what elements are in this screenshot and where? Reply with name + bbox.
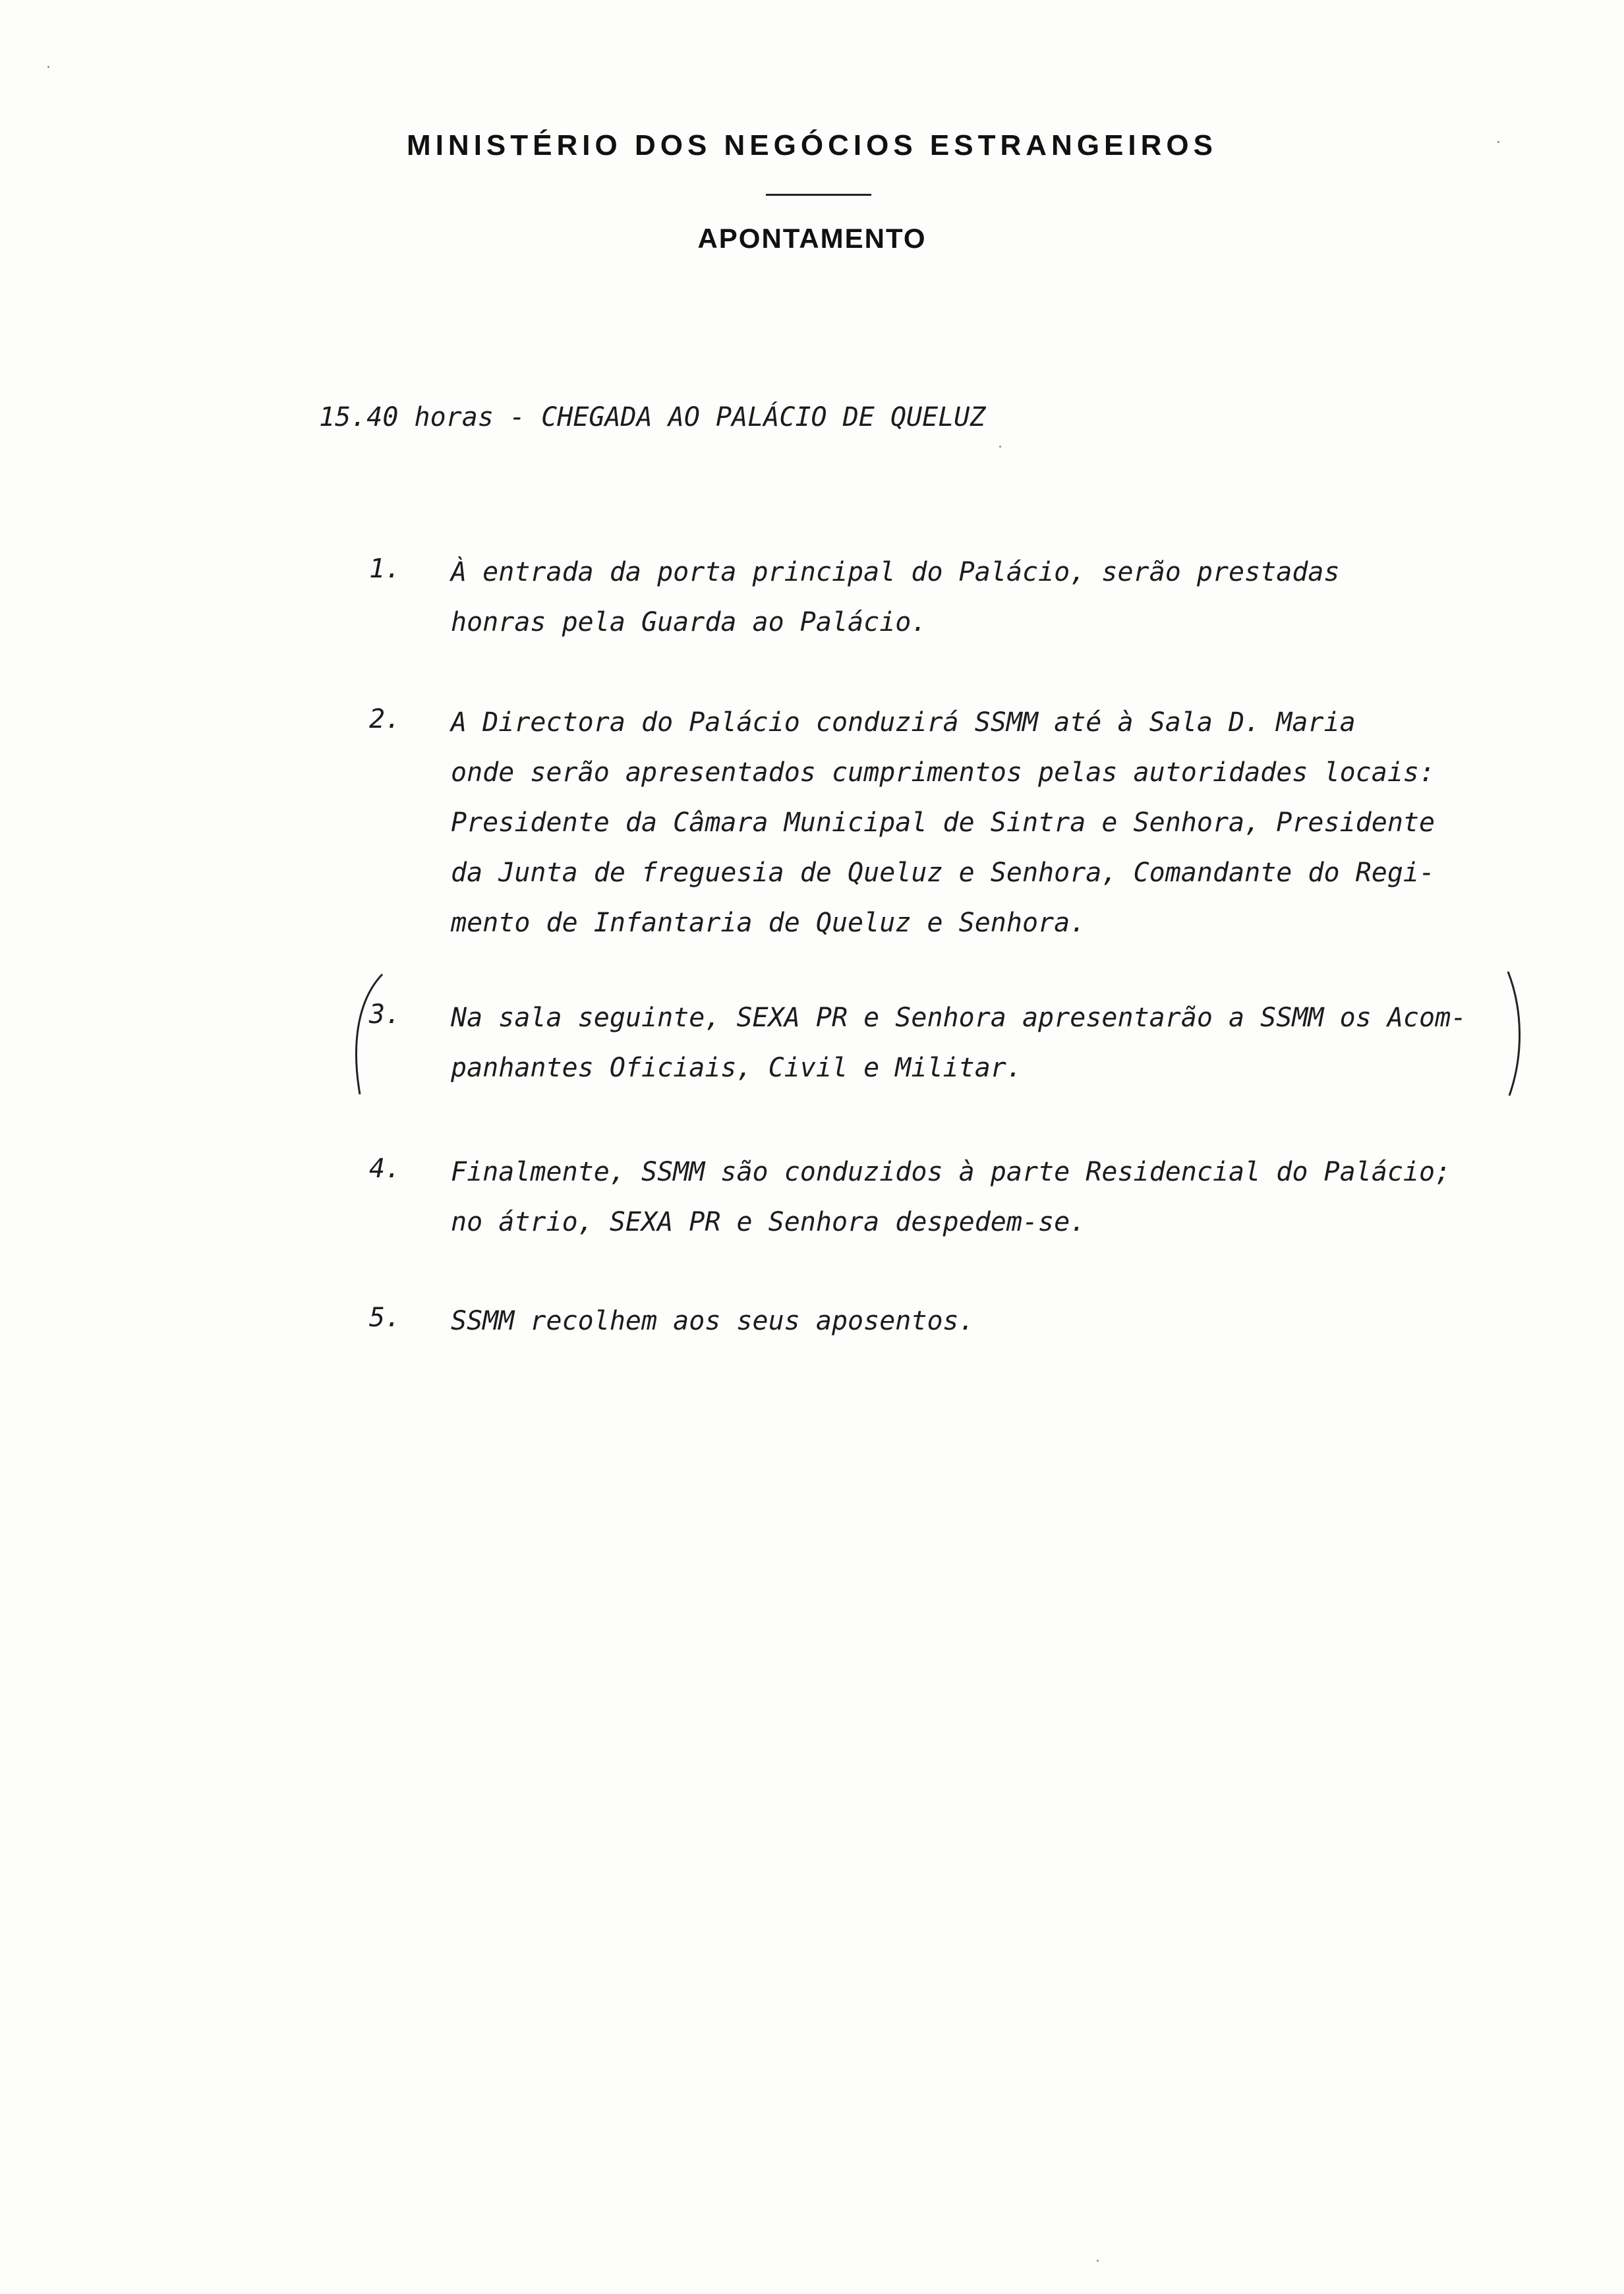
item-number: 1.	[369, 554, 401, 584]
left-bracket-mark	[343, 969, 395, 1101]
item-line: SSMM recolhem aos seus aposentos.	[451, 1306, 975, 1336]
item-line: onde serão apresentados cumprimentos pelas autoridades locais:	[451, 757, 1436, 788]
schedule-heading: 15.40 horas - CHEGADA AO PALÁCIO DE QUELUZ	[319, 402, 986, 432]
header-divider	[766, 194, 871, 196]
document-type-title: APONTAMENTO	[697, 223, 927, 254]
item-number: 3.	[369, 999, 401, 1030]
ministry-header: MINISTÉRIO DOS NEGÓCIOS ESTRANGEIROS	[407, 129, 1217, 162]
item-line: Na sala seguinte, SEXA PR e Senhora apresentarão a SSMM os Acom-	[451, 1003, 1467, 1033]
item-line: da Junta de freguesia de Queluz e Senhora, Comandante do Regi-	[451, 858, 1436, 888]
item-line: Finalmente, SSMM são conduzidos à parte Residencial do Palácio;	[451, 1157, 1451, 1187]
scan-speck	[47, 66, 49, 68]
right-bracket-mark	[1496, 969, 1549, 1101]
item-line: A Directora do Palácio conduzirá SSMM até à Sala D. Maria	[451, 707, 1356, 738]
item-text	[451, 993, 1505, 1093]
scan-speck	[1097, 2260, 1099, 2262]
item-text	[451, 697, 1505, 948]
item-number: 2.	[369, 704, 401, 734]
item-line: panhantes Oficiais, Civil e Militar.	[451, 1053, 1022, 1083]
item-text	[451, 547, 1505, 647]
item-line: Presidente da Câmara Municipal de Sintra e Senhora, Presidente	[451, 808, 1436, 838]
item-line: À entrada da porta principal do Palácio, serão prestadas	[451, 557, 1340, 587]
item-line: mento de Infantaria de Queluz e Senhora.	[451, 908, 1086, 938]
item-line: no átrio, SEXA PR e Senhora despedem-se.	[451, 1207, 1086, 1237]
scan-speck	[999, 446, 1001, 448]
item-text	[451, 1296, 1505, 1346]
item-text	[451, 1147, 1505, 1247]
item-number: 4.	[369, 1154, 401, 1184]
item-line: honras pela Guarda ao Palácio.	[451, 607, 927, 637]
scan-speck	[1497, 141, 1499, 143]
item-number: 5.	[369, 1303, 401, 1333]
